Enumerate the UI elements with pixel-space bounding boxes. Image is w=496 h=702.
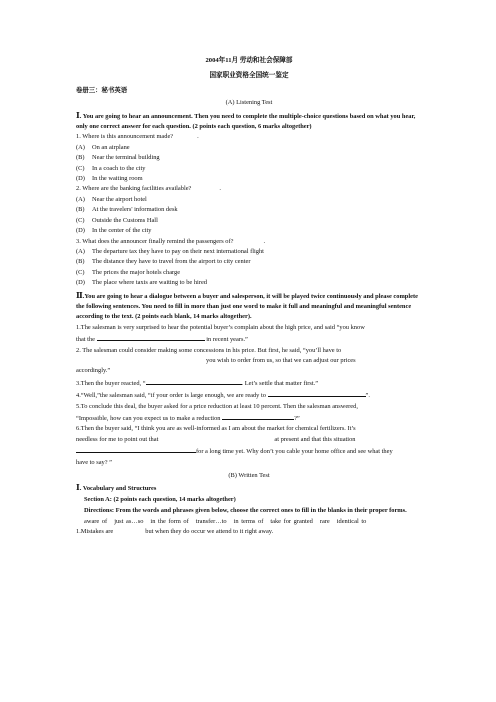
option-text: The distance they have to travel from the airport to city center bbox=[92, 258, 251, 266]
option-label: (D) bbox=[76, 279, 85, 287]
sentence-text: 6.Then the buyer said, “I think you are as well-informed as I am about the market for chemical fertilizers. It’s bbox=[76, 425, 356, 433]
option-text: Near the airport hotel bbox=[92, 195, 147, 203]
option-text: In the center of the city bbox=[92, 227, 152, 235]
question-trail: . bbox=[263, 237, 266, 245]
option-label: (C) bbox=[76, 268, 85, 276]
option bbox=[76, 205, 422, 215]
directions-text: Directions: From the words and phrases given below, choose the correct ones to fill in the blanks in their proper forms. bbox=[84, 507, 407, 515]
option-label: (C) bbox=[76, 164, 85, 172]
word-bank-item: take for granted bbox=[270, 517, 313, 525]
sentence-text: 1.The salesman is very surprised to hear the potential buyer’s complain about the high price, and said “you know bbox=[76, 323, 365, 331]
listening-part2-heading bbox=[76, 291, 422, 323]
question-text: 1. Where is this announcement made? bbox=[76, 133, 174, 141]
written-test-title: (B) Written Test bbox=[228, 472, 270, 480]
option-label: (C) bbox=[76, 216, 85, 224]
sentence-text: . Let’s settle that matter first.” bbox=[241, 379, 319, 387]
answer-blank[interactable] bbox=[146, 377, 242, 385]
volume-label: 卷册三：秘书英语 bbox=[76, 86, 128, 94]
vocabulary-question-1 bbox=[76, 527, 422, 537]
word-bank-item: aware of bbox=[84, 517, 108, 525]
listening-part2-instructions: .You are going to hear a dialogue between a buyer and salesperson, it will be played twice continuously and please complete the following sentences. You need to fill in more than just one word to make it full and meaningful and meaningful sentence according to the text. (2 points each blank, 14 marks altogether). bbox=[76, 292, 418, 321]
fill-in-item-3 bbox=[76, 377, 422, 389]
option bbox=[76, 278, 422, 288]
question-stem bbox=[76, 184, 422, 194]
question-stem bbox=[76, 132, 422, 142]
option bbox=[76, 164, 422, 174]
sentence-text: you wish to order from us, so that we can adjust our prices bbox=[206, 356, 356, 364]
option-text: On an airplane bbox=[92, 143, 130, 151]
option bbox=[76, 195, 422, 205]
option-label: (B) bbox=[76, 154, 85, 162]
sentence-text: 5.To conclude this deal, the buyer asked for a price reduction at least 10 percent. Then the salesman answered, bbox=[76, 402, 358, 410]
word-bank-item: rare bbox=[319, 517, 330, 525]
question-text: 2. Where are the banking facilities available? bbox=[76, 185, 192, 193]
option-text: In a coach to the city bbox=[92, 164, 146, 172]
sentence-text: in recent years.” bbox=[204, 336, 248, 344]
sentence-text: 3.Then the buyer reacted, “ bbox=[76, 379, 146, 387]
option bbox=[76, 153, 422, 163]
listening-part1-heading bbox=[76, 111, 422, 133]
sentence-text: ?” bbox=[294, 415, 300, 422]
answer-blank[interactable] bbox=[97, 333, 205, 341]
fill-in-item-1 bbox=[76, 323, 422, 346]
exam-page bbox=[76, 56, 422, 537]
sentence-text: 1.Mistakes are bbox=[76, 528, 114, 536]
word-bank-item: identical to bbox=[336, 517, 367, 525]
sentence-text: ”. bbox=[365, 392, 370, 400]
word-bank-item: in the form of bbox=[150, 517, 189, 525]
listening-part1-instructions: . You are going to hear an announcement. Then you need to complete the multiple-choice questions based on what you hear, only one correct answer for each question. (2 points each question, 6 marks altogether) bbox=[76, 112, 416, 131]
listening-test-title: (A) Listening Test bbox=[225, 99, 273, 107]
sentence-text: 4.“Well,”the salesman said, “if your order is large enough, we are ready to bbox=[76, 392, 268, 400]
sentence-text: but when they do occur we attend to it right away. bbox=[145, 528, 274, 536]
answer-blank[interactable] bbox=[76, 445, 196, 453]
sentence-text: accordingly.” bbox=[76, 367, 111, 375]
option bbox=[76, 226, 422, 236]
word-bank-item: just as…so bbox=[114, 517, 144, 525]
question-2 bbox=[76, 184, 422, 236]
option-label: (D) bbox=[76, 175, 85, 183]
option-text: Outside the Customs Hall bbox=[92, 216, 158, 224]
vocabulary-heading bbox=[76, 483, 422, 494]
exam-title: 2004年11月 劳动和社会保障部 bbox=[205, 57, 293, 64]
fill-in-item-4 bbox=[76, 389, 422, 401]
option bbox=[76, 174, 422, 184]
sentence-text: needless for me to point out that bbox=[76, 435, 159, 443]
option-label: (A) bbox=[76, 143, 85, 151]
option bbox=[76, 257, 422, 267]
option-text: The prices the major hotels charge bbox=[92, 268, 181, 276]
option-text: Near the terminal building bbox=[92, 154, 160, 162]
question-3 bbox=[76, 237, 422, 289]
sentence-text: for a long time yet. Why don’t you cable your home office and see what they bbox=[196, 448, 393, 456]
sentence-text: “Impossible, how can you expect us to make a reduction bbox=[76, 415, 223, 422]
fill-in-item-2 bbox=[76, 346, 422, 377]
answer-blank[interactable] bbox=[222, 412, 294, 420]
fill-in-item-6 bbox=[76, 424, 422, 468]
section-a-label: Section A: (2 points each question, 14 marks altogether) bbox=[84, 495, 236, 503]
word-bank-item: in terms of bbox=[233, 517, 264, 525]
option bbox=[76, 143, 422, 153]
option-text: In the waiting room bbox=[92, 175, 143, 183]
option-label: (B) bbox=[76, 206, 85, 214]
answer-blank[interactable] bbox=[268, 389, 366, 397]
option-label: (A) bbox=[76, 195, 85, 203]
option-label: (B) bbox=[76, 258, 85, 266]
option-text: The place where taxis are waiting to be hired bbox=[92, 279, 207, 287]
option bbox=[76, 268, 422, 278]
question-1 bbox=[76, 132, 422, 184]
word-bank-item: transfer…to bbox=[195, 517, 227, 525]
question-trail: . bbox=[197, 133, 199, 141]
sentence-text: that the bbox=[76, 336, 97, 344]
question-trail: . bbox=[219, 185, 221, 193]
sentence-text: 2. The salesman could consider making some concessions in his price. But first, he said, “you’ll have to bbox=[76, 346, 342, 354]
roman-numeral: Ⅱ bbox=[76, 290, 83, 300]
roman-numeral: Ⅰ bbox=[76, 110, 80, 120]
option-label: (A) bbox=[76, 247, 85, 255]
roman-numeral: Ⅰ bbox=[76, 483, 80, 493]
option bbox=[76, 216, 422, 226]
option-text: The departure tax they have to pay on their next international flight bbox=[92, 247, 264, 255]
vocabulary-title: . Vocabulary and Structures bbox=[79, 485, 157, 493]
question-text: 3. What does the announcer finally remind the passengers of? bbox=[76, 237, 234, 245]
word-bank bbox=[76, 517, 422, 527]
option-text: At the travelers' information desk bbox=[92, 206, 178, 214]
fill-in-item-5 bbox=[76, 402, 422, 425]
option-label: (D) bbox=[76, 227, 85, 235]
sentence-text: have to say? ” bbox=[76, 458, 113, 466]
option bbox=[76, 247, 422, 257]
question-stem bbox=[76, 237, 422, 247]
sentence-text: at present and that this situation bbox=[274, 435, 356, 443]
exam-subtitle: 国家职业资格全国统一鉴定 bbox=[209, 72, 289, 80]
